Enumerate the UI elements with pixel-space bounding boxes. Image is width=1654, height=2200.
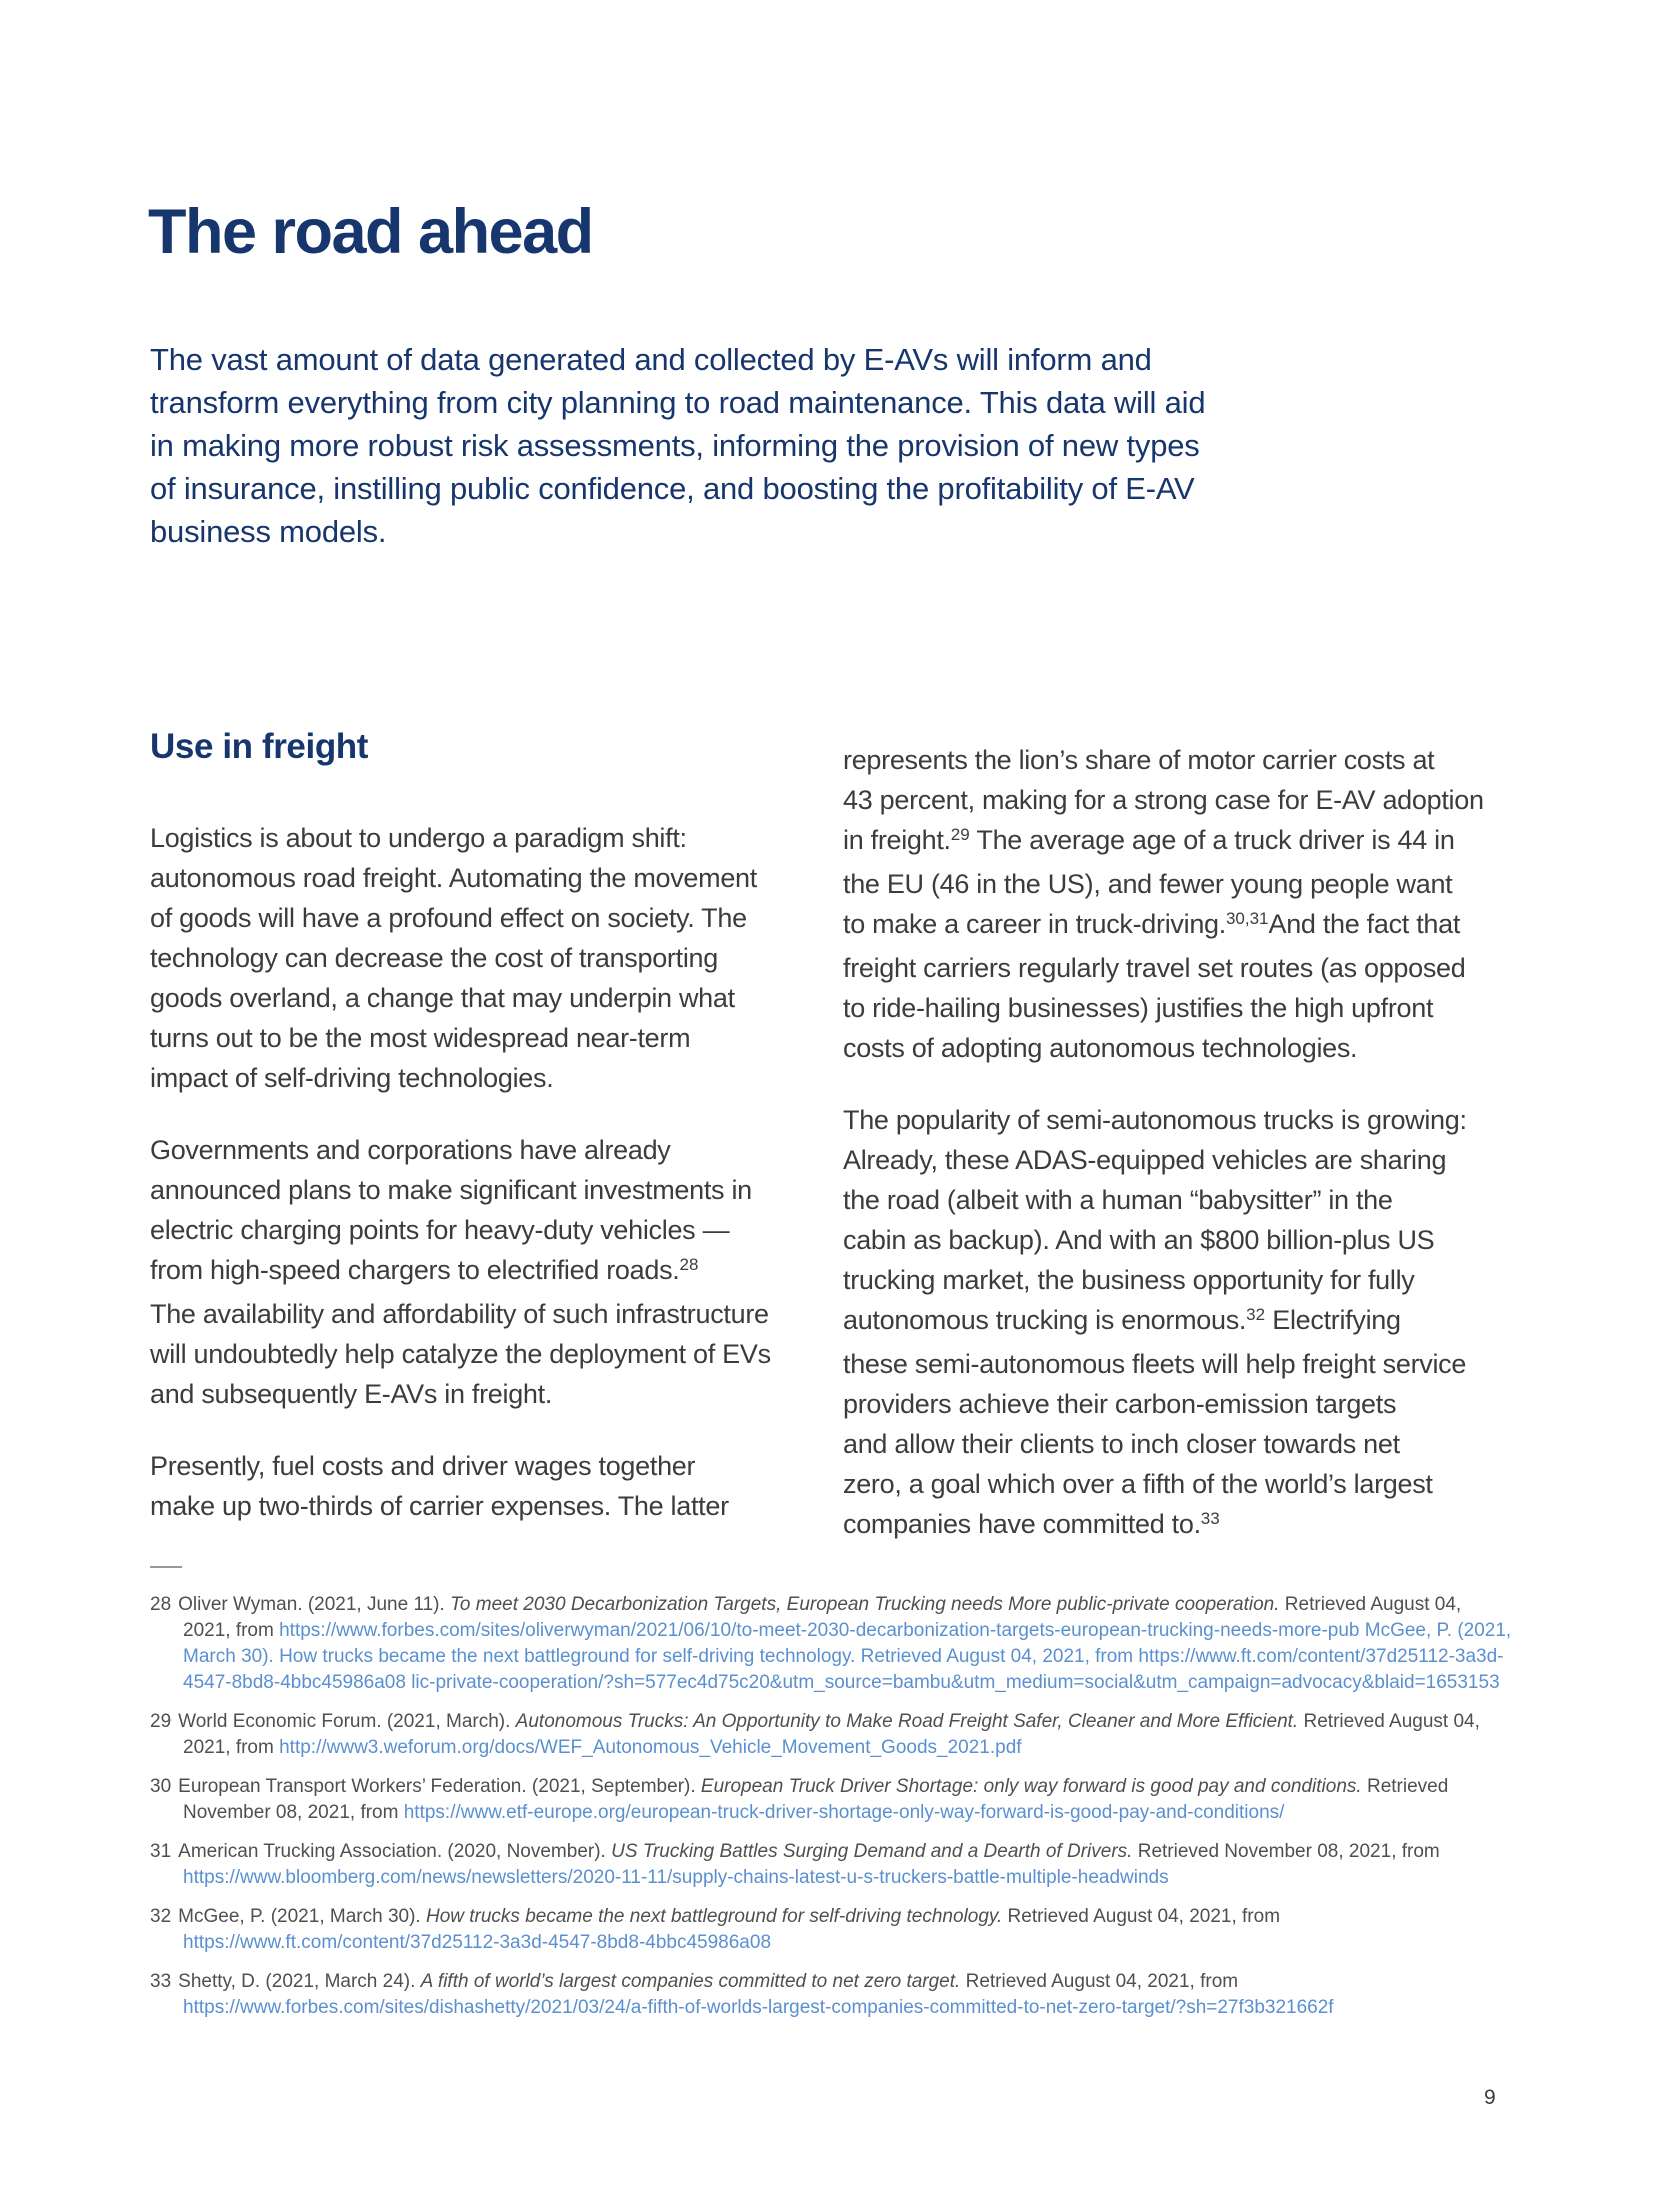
footnote-reference: 33 (1200, 1509, 1220, 1528)
body-line (843, 1384, 1461, 1424)
body-line (843, 1180, 1461, 1220)
body-text: freight carriers regularly travel set routes (as opposed (843, 953, 1466, 983)
footnote-number: 31 (150, 1841, 172, 1862)
body-paragraph (843, 740, 1484, 1068)
body-text: cabin as backup). And with an $800 billion-plus US (843, 1225, 1435, 1255)
footnote-text: Retrieved August 04, 2021, from (1002, 1906, 1281, 1927)
footnote-reference: 29 (950, 825, 970, 844)
body-line (150, 1210, 758, 1250)
footnote-list (150, 1592, 1512, 2021)
body-line (150, 1486, 758, 1526)
body-text: will undoubtedly help catalyze the deployment of EVs (150, 1339, 771, 1369)
footnotes-section (150, 1566, 1512, 2034)
body-line (843, 1260, 1461, 1300)
body-text: and subsequently E-AVs in freight. (150, 1379, 553, 1409)
body-line (150, 1294, 769, 1334)
body-line (843, 1100, 1467, 1140)
footnote-text: McGee, P. (2021, March 30). (178, 1906, 426, 1927)
body-line (150, 1334, 771, 1374)
body-text: to make a career in truck-driving. (843, 909, 1226, 939)
body-text: in freight. (843, 825, 951, 855)
lead-line: of insurance, instilling public confidence, and boosting the profitability of E-AV (150, 471, 1195, 506)
body-text: these semi-autonomous fleets will help freight service (843, 1349, 1467, 1379)
body-text: costs of adopting autonomous technologies. (843, 1033, 1358, 1063)
body-paragraph (150, 1446, 758, 1526)
footnote-text: A fifth of world’s largest companies committed to net zero target. (420, 1971, 961, 1992)
body-line (843, 1220, 1461, 1260)
footnote-reference: 30,31 (1225, 909, 1269, 928)
footnote-text: Oliver Wyman. (2021, June 11). (178, 1594, 451, 1615)
body-line (150, 1170, 758, 1210)
right-column (843, 740, 1484, 1580)
body-text: Presently, fuel costs and driver wages together (150, 1451, 696, 1481)
body-text: turns out to be the most widespread near-term (150, 1023, 691, 1053)
body-text: providers achieve their carbon-emission targets (843, 1389, 1397, 1419)
body-text: to ride-hailing businesses) justifies the high upfront (843, 993, 1434, 1023)
body-text: companies have committed to. (843, 1509, 1201, 1539)
footnote (150, 1969, 1512, 2021)
lead-line: transform everything from city planning to road maintenance. This data will aid (150, 385, 1206, 420)
body-line (150, 1374, 758, 1414)
lead-line: The vast amount of data generated and collected by E-AVs will inform and (150, 342, 1152, 377)
body-line (150, 858, 758, 898)
body-line (843, 1028, 1461, 1068)
footnote-text: Retrieved August 04, 2021, from (960, 1971, 1239, 1992)
page-title: The road ahead (148, 197, 593, 268)
lead-line: in making more robust risk assessments, informing the provision of new types (150, 428, 1200, 463)
body-line (150, 1058, 758, 1098)
body-line (843, 1300, 1461, 1344)
lead-line: business models. (150, 514, 387, 549)
page-number: 9 (1484, 2086, 1496, 2109)
body-line (843, 1140, 1461, 1180)
footnote-link[interactable]: http://www3.weforum.org/docs/WEF_Autonomous_Vehicle_Movement_Goods_2021.pdf (279, 1737, 1022, 1758)
body-line (150, 1446, 758, 1486)
footnote-number: 30 (150, 1776, 172, 1797)
footnote-text: To meet 2030 Decarbonization Targets, European Trucking needs More public-private cooperation. (450, 1594, 1280, 1615)
body-line (843, 820, 1461, 864)
footnote-text: Retrieved November 08, 2021, from (1132, 1841, 1440, 1862)
body-text: and allow their clients to inch closer towards net (843, 1429, 1400, 1459)
body-paragraph (150, 1130, 771, 1414)
body-text: The popularity of semi-autonomous trucks is growing: (843, 1105, 1467, 1135)
footnote-number: 28 (150, 1594, 172, 1615)
body-line (150, 1130, 758, 1170)
body-line (843, 864, 1461, 904)
body-text: The average age of a truck driver is 44 in (969, 825, 1455, 855)
body-text: The availability and affordability of such infrastructure (150, 1299, 769, 1329)
body-text: goods overland, a change that may underpin what (150, 983, 735, 1013)
body-line (843, 740, 1461, 780)
left-column-body (150, 818, 771, 1526)
footnote-number: 33 (150, 1971, 172, 1992)
footnote (150, 1592, 1512, 1696)
footnote-link[interactable]: https://www.forbes.com/sites/dishashetty/2021/03/24/a-fifth-of-worlds-largest-companies-committed-to-net-zero-target/?sh=27f3b321662f (183, 1997, 1334, 2018)
footnote (150, 1839, 1512, 1891)
body-text: trucking market, the business opportunity for fully (843, 1265, 1415, 1295)
body-line (843, 1464, 1461, 1504)
body-paragraph (150, 818, 758, 1098)
body-text: represents the lion’s share of motor carrier costs at (843, 745, 1435, 775)
section-heading: Use in freight (150, 727, 369, 766)
body-line (843, 904, 1461, 948)
body-text: zero, a goal which over a fifth of the world’s largest (843, 1469, 1433, 1499)
body-line (150, 1250, 758, 1294)
footnote-number: 29 (150, 1711, 172, 1732)
footnote-link[interactable]: https://www.forbes.com/sites/oliverwyman/2021/06/10/to-meet-2030-decarbonization-targets-european-trucking-needs-more-pub McGee, P. (2021, March 30). How trucks became the next battleground for self-driving technology. Retrieved August 04, 2021, from https://www.ft.com/content/37d25112-3a3d-4547-8bd8-4bbc45986a08 lic-private-cooperation/?sh=577ec4d75c20&utm_source=bambu&utm_medium=social&utm_campaign=advocacy&blaid=1653153 (183, 1620, 1512, 1693)
body-text: from high-speed chargers to electrified roads. (150, 1255, 680, 1285)
footnote (150, 1904, 1512, 1956)
body-line (843, 948, 1466, 988)
footnote-text: World Economic Forum. (2021, March). (178, 1711, 516, 1732)
body-text: impact of self-driving technologies. (150, 1063, 554, 1093)
body-line (843, 1504, 1461, 1548)
footnote-divider (150, 1566, 182, 1568)
body-text: announced plans to make significant investments in (150, 1175, 752, 1205)
footnote-text: American Trucking Association. (2020, November). (178, 1841, 612, 1862)
body-text: technology can decrease the cost of transporting (150, 943, 718, 973)
body-text: And the fact that (1268, 909, 1461, 939)
body-text: of goods will have a profound effect on society. The (150, 903, 747, 933)
footnote-link[interactable]: https://www.bloomberg.com/news/newsletters/2020-11-11/supply-chains-latest-u-s-truckers-battle-multiple-headwinds (183, 1867, 1169, 1888)
body-line (150, 978, 758, 1018)
body-line (150, 938, 758, 978)
body-line (843, 1424, 1461, 1464)
footnote-text: Retrieved August 04, 2021, from (183, 1594, 1462, 1641)
footnote-text: Shetty, D. (2021, March 24). (178, 1971, 421, 1992)
footnote-number: 32 (150, 1906, 172, 1927)
left-column (150, 726, 771, 1558)
body-text: 43 percent, making for a strong case for E-AV adoption (843, 785, 1484, 815)
body-line (150, 898, 758, 938)
body-text: autonomous trucking is enormous. (843, 1305, 1247, 1335)
body-text: electric charging points for heavy-duty vehicles — (150, 1215, 730, 1245)
footnote-text: Retrieved August 04, 2021, from (183, 1711, 1480, 1758)
footnote-text: European Truck Driver Shortage: only way forward is good pay and conditions. (700, 1776, 1362, 1797)
footnote-link[interactable]: https://www.ft.com/content/37d25112-3a3d-4547-8bd8-4bbc45986a08 (183, 1932, 772, 1953)
footnote (150, 1709, 1512, 1761)
footnote-reference: 28 (679, 1255, 699, 1274)
body-line (843, 1344, 1467, 1384)
body-paragraph (843, 1100, 1467, 1548)
body-text: Governments and corporations have already (150, 1135, 671, 1165)
body-text: Electrifying (1265, 1305, 1401, 1335)
body-text: the EU (46 in the US), and fewer young people want (843, 869, 1453, 899)
footnote-text: How trucks became the next battleground for self-driving technology. (425, 1906, 1003, 1927)
body-line (150, 1018, 758, 1058)
footnote-text: Autonomous Trucks: An Opportunity to Make Road Freight Safer, Cleaner and More Efficient. (515, 1711, 1299, 1732)
footnote-link[interactable]: https://www.etf-europe.org/european-truck-driver-shortage-only-way-forward-is-good-pay-and-conditions/ (403, 1802, 1285, 1823)
lead-paragraph (150, 338, 1520, 553)
body-text: make up two-thirds of carrier expenses. The latter (150, 1491, 729, 1521)
body-text: the road (albeit with a human “babysitter” in the (843, 1185, 1393, 1215)
body-line (843, 988, 1461, 1028)
body-text: Already, these ADAS-equipped vehicles are sharing (843, 1145, 1447, 1175)
footnote-text: Retrieved November 08, 2021, from (183, 1776, 1449, 1823)
footnote-text: European Transport Workers’ Federation. (2021, September). (178, 1776, 701, 1797)
body-line (150, 818, 758, 858)
body-text: autonomous road freight. Automating the movement (150, 863, 757, 893)
footnote-reference: 32 (1246, 1305, 1266, 1324)
body-line (843, 780, 1484, 820)
body-text: Logistics is about to undergo a paradigm shift: (150, 823, 687, 853)
footnote (150, 1774, 1512, 1826)
footnote-text: US Trucking Battles Surging Demand and a Dearth of Drivers. (611, 1841, 1133, 1862)
